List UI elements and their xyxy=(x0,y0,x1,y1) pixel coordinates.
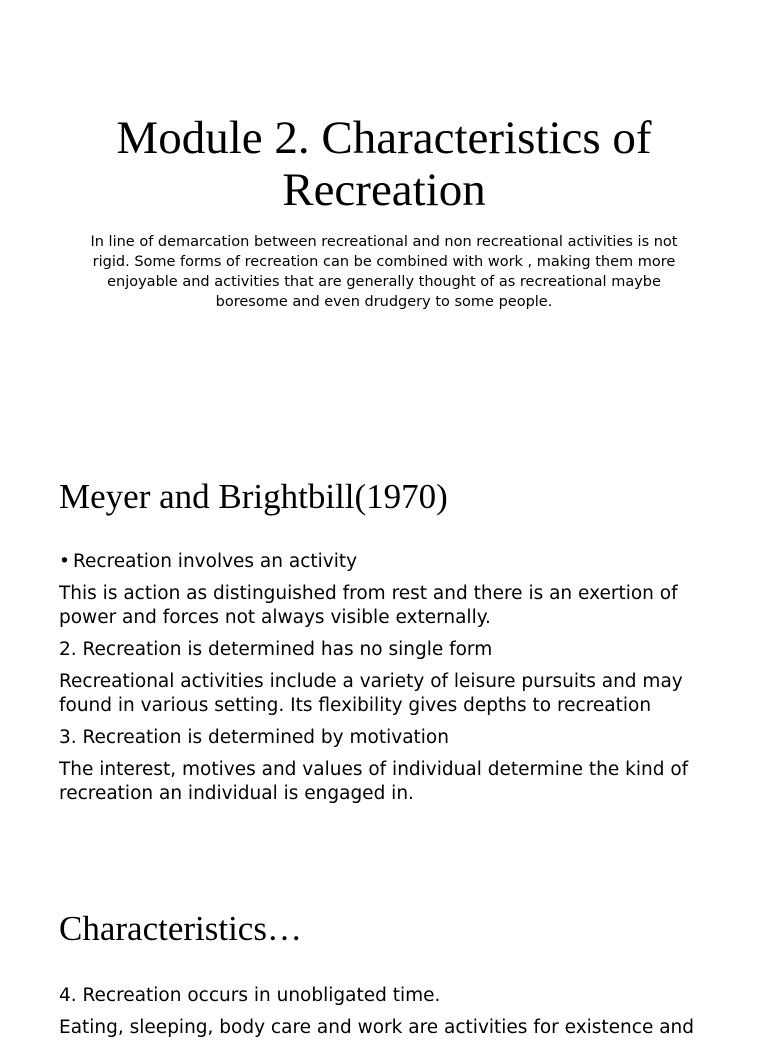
slide-heading: Meyer and Brightbill(1970) xyxy=(59,477,448,516)
slide-meyer-brightbill xyxy=(0,432,768,864)
slide-body xyxy=(59,984,719,1048)
paragraph: Eating, sleeping, body care and work are activities for existence and xyxy=(59,1017,695,1038)
paragraph: Recreational activities include a variety of leisure pursuits and may found in various setting. Its flexibility gives depths to recreation xyxy=(59,671,683,716)
slide-title xyxy=(0,0,768,432)
bullet-item xyxy=(59,550,719,574)
slide-title-heading: Module 2. Characteristics of Recreation xyxy=(116,112,652,216)
paragraph: 2. Recreation is determined has no single form xyxy=(59,639,493,660)
slide-characteristics xyxy=(0,864,768,1064)
paragraph: The interest, motives and values of individual determine the kind of recreation an individual is engaged in. xyxy=(59,759,689,804)
paragraph: This is action as distinguished from rest and there is an exertion of power and forces not always visible externally. xyxy=(59,583,678,628)
bullet-marker: • xyxy=(59,551,70,572)
slide-heading: Characteristics… xyxy=(59,909,302,948)
slide-subtitle: In line of demarcation between recreational and non recreational activities is not rigid. Some forms of recreation can be combined with work , making them more enjoyable and activities that are generally thought of as recreational maybe boresome and even drudgery to some people. xyxy=(90,234,678,310)
bullet-text: Recreation involves an activity xyxy=(73,551,358,572)
paragraph: 4. Recreation occurs in unobligated time. xyxy=(59,985,441,1006)
slide-body xyxy=(59,550,719,814)
paragraph: 3. Recreation is determined by motivation xyxy=(59,727,449,748)
